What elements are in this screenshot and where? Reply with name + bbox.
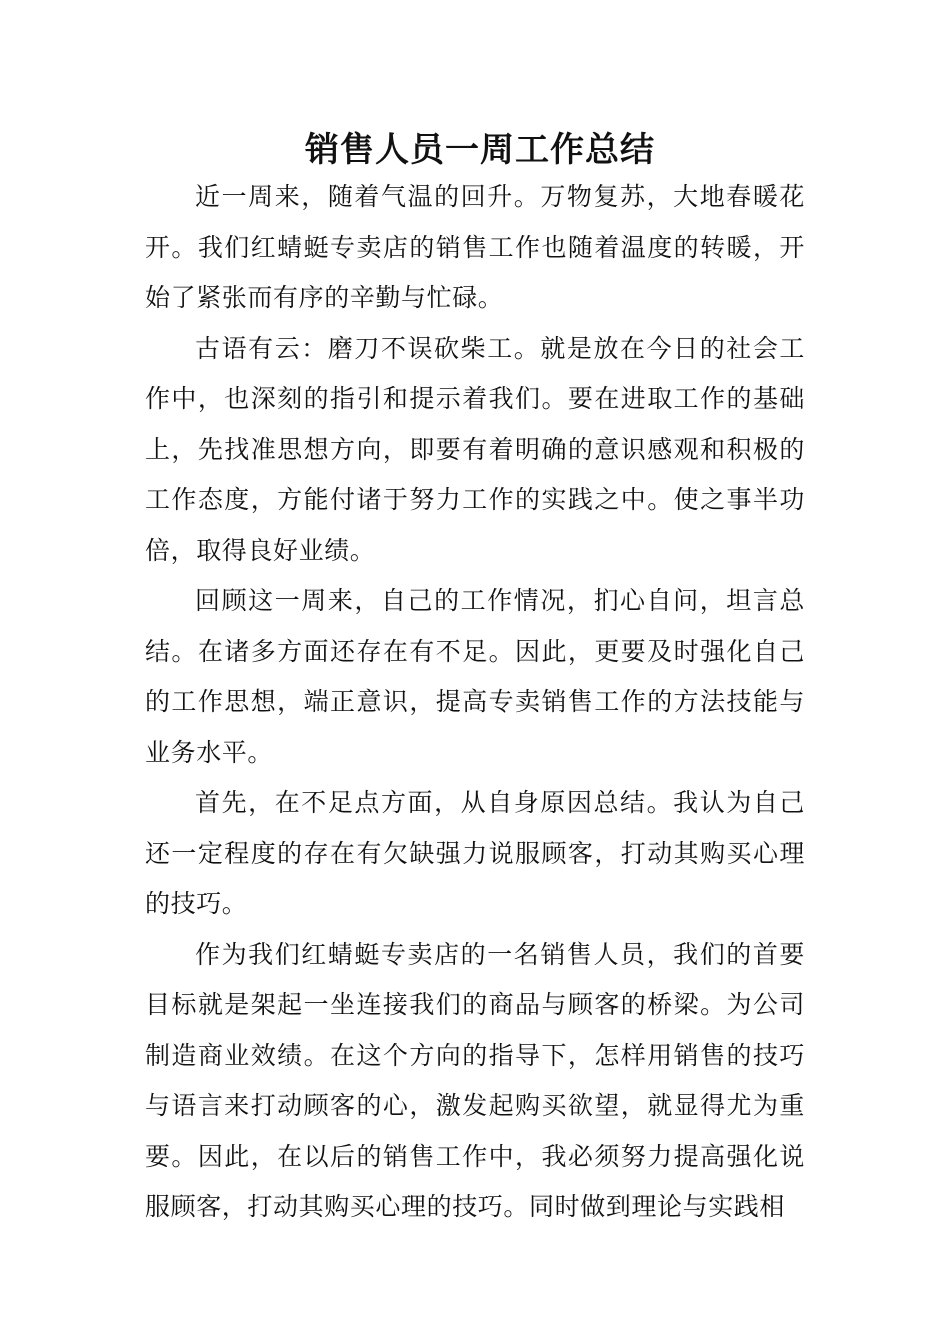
paragraph-2: 古语有云：磨刀不误砍柴工。就是放在今日的社会工作中，也深刻的指引和提示着我们。要在进取工作的基础上，先找准思想方向，即要有着明确的意识感观和积极的工作态度，方能付诸于努力工作的实践之中。使之事半功倍，取得良好业绩。 (145, 333, 805, 565)
paragraph-1: 近一周来，随着气温的回升。万物复苏，大地春暖花开。我们红蜻蜓专卖店的销售工作也随着温度的转暖，开始了紧张而有序的辛勤与忙碌。 (145, 182, 805, 312)
document-title: 销售人员一周工作总结 (305, 130, 655, 170)
paragraph-5: 作为我们红蜻蜓专卖店的一名销售人员，我们的首要目标就是架起一坐连接我们的商品与顾客的桥梁。为公司制造商业效绩。在这个方向的指导下，怎样用销售的技巧与语言来打动顾客的心，激发起购买欲望，就显得尤为重要。因此，在以后的销售工作中，我必须努力提高强化说服顾客，打动其购买心理的技巧。同时做到理论与实践相 (145, 939, 805, 1221)
paragraph-3: 回顾这一周来，自己的工作情况，扪心自问，坦言总结。在诸多方面还存在有不足。因此，更要及时强化自己的工作思想，端正意识，提高专卖销售工作的方法技能与业务水平。 (145, 586, 805, 767)
paragraph-4: 首先，在不足点方面，从自身原因总结。我认为自己还一定程度的存在有欠缺强力说服顾客，打动其购买心理的技巧。 (145, 788, 805, 918)
document-page (145, 128, 805, 1233)
